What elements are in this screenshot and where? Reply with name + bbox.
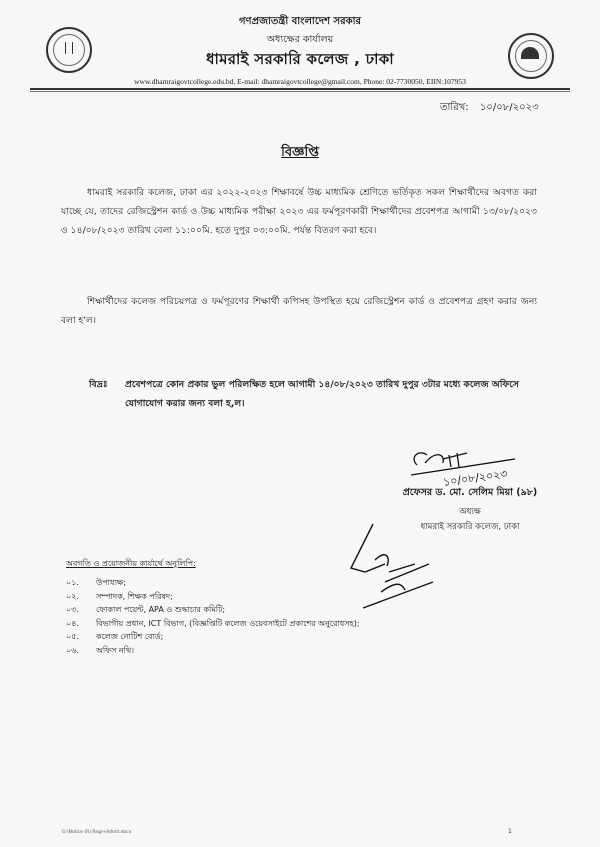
copy-item <box>66 618 486 632</box>
copy-item <box>66 604 486 618</box>
header-divider-thin <box>30 91 570 92</box>
notice-title: বিজ্ঞপ্তি <box>281 145 319 160</box>
signatory-organization: ধামরাই সরকারি কলেজ, ঢাকা <box>420 522 520 532</box>
signatory-designation: অধ্যক্ষ <box>459 507 481 517</box>
header-divider <box>30 88 570 90</box>
copy-number: ০১. <box>66 578 79 587</box>
note-text: প্রবেশপত্রে কোন প্রকার ভুল পরিলক্ষিত হলে আগামী ১৪/০৮/২০২৩ তারিখ দুপুর ৩টার মধ্যে কলেজ অফিসে যোগাযোগ করার জন্য বলা হ,ল। <box>125 379 519 409</box>
copies-list <box>66 577 486 658</box>
copy-number: ০৬. <box>66 645 79 655</box>
contact-line: www.dhamraigovtcollege.edu.bd, E-mail: dhamraigovtcollege@gmail.com, Phone: 02-7730050, EIIN:107953 <box>134 77 466 86</box>
copies-heading: অবগতি ও প্রয়োজনীয় কার্যার্থে অনুলিপি: <box>66 559 196 568</box>
copy-item <box>66 631 486 645</box>
college-name: ধামরাই সরকারি কলেজ , ঢাকা <box>206 50 394 68</box>
copy-text: উপাধ্যক্ষ; <box>96 578 126 587</box>
footer-page-number: 1 <box>508 828 512 835</box>
signature-date: ১০/০৮/২০২৩ <box>442 467 509 489</box>
note-label: বিদ্রঃ <box>89 379 108 390</box>
copy-text: কলেজ নোটিশ বোর্ড; <box>96 632 164 641</box>
government-heading: গণপ্রজাতন্ত্রী বাংলাদেশ সরকার <box>239 16 361 27</box>
copy-number: ০৪. <box>66 618 79 628</box>
date-label: তারিখ: <box>440 102 469 113</box>
signatory-name: প্রফেসর ড. মো. সেলিম মিয়া (৯৮) <box>402 487 538 498</box>
principal-signature <box>405 445 535 490</box>
office-heading: অধ্যক্ষের কার্যালয় <box>266 34 334 45</box>
copy-text: ফোকাল পয়েন্ট, APA ও শুদ্ধাচার কমিটি; <box>96 605 226 614</box>
copy-text: বিভাগীয় প্রধান, ICT বিভাগ, (বিজ্ঞপ্তিটি কলেজ ওয়েবসাইটে প্রকাশের অনুরোধসহ); <box>96 618 360 628</box>
notice-date <box>440 100 539 117</box>
copy-number: ০৫. <box>66 632 79 641</box>
copy-item <box>66 591 486 605</box>
notice-paragraph-2: শিক্ষার্থীদের কলেজ পরিচয়পত্র ও ফর্মপূরণের শিক্ষার্থী কপিসহ উপস্থিত হয়ে রেজিস্ট্রেশন কার্ড ও প্রবেশপত্র গ্রহণ করার জন্য বলা হ'ল। <box>61 296 537 326</box>
copy-item <box>66 645 486 659</box>
copy-item <box>66 577 486 591</box>
footer-file-path: G:\Notice (R) Regi+Admit.docx <box>62 830 132 835</box>
date-value: ১০/০৮/২০২৩ <box>479 102 539 113</box>
copy-text: সম্পাদক, শিক্ষক পরিষদ; <box>96 591 173 601</box>
copy-text: অফিস নথি। <box>96 645 134 655</box>
notice-paragraph-1: ধামরাই সরকারি কলেজ, ঢাকা এর ২০২২-২০২৩ শিক্ষাবর্ষে উচ্চ মাধ্যমিক শ্রেণিতে ভর্তিকৃত সকল শিক্ষার্থীদের অবগত করা যাচ্ছে যে, তাদের রেজিস্ট্রেশন কার্ড ও উচ্চ মাধ্যমিক পরীক্ষা ২০২৩ এর ফর্মপূরণকারী শিক্ষার্থীদের প্রবেশপত্র আগামী ১৩/০৮/২০২৩ ও ১৪/০৮/২০২৩ তারিখ বেলা ১১:০০মি. হতে দুপুর ০৩:০০মি. পর্যন্ত বিতরণ করা হবে। <box>61 187 537 236</box>
copy-number: ০৩. <box>66 605 79 614</box>
copy-number: ০২. <box>66 591 79 601</box>
